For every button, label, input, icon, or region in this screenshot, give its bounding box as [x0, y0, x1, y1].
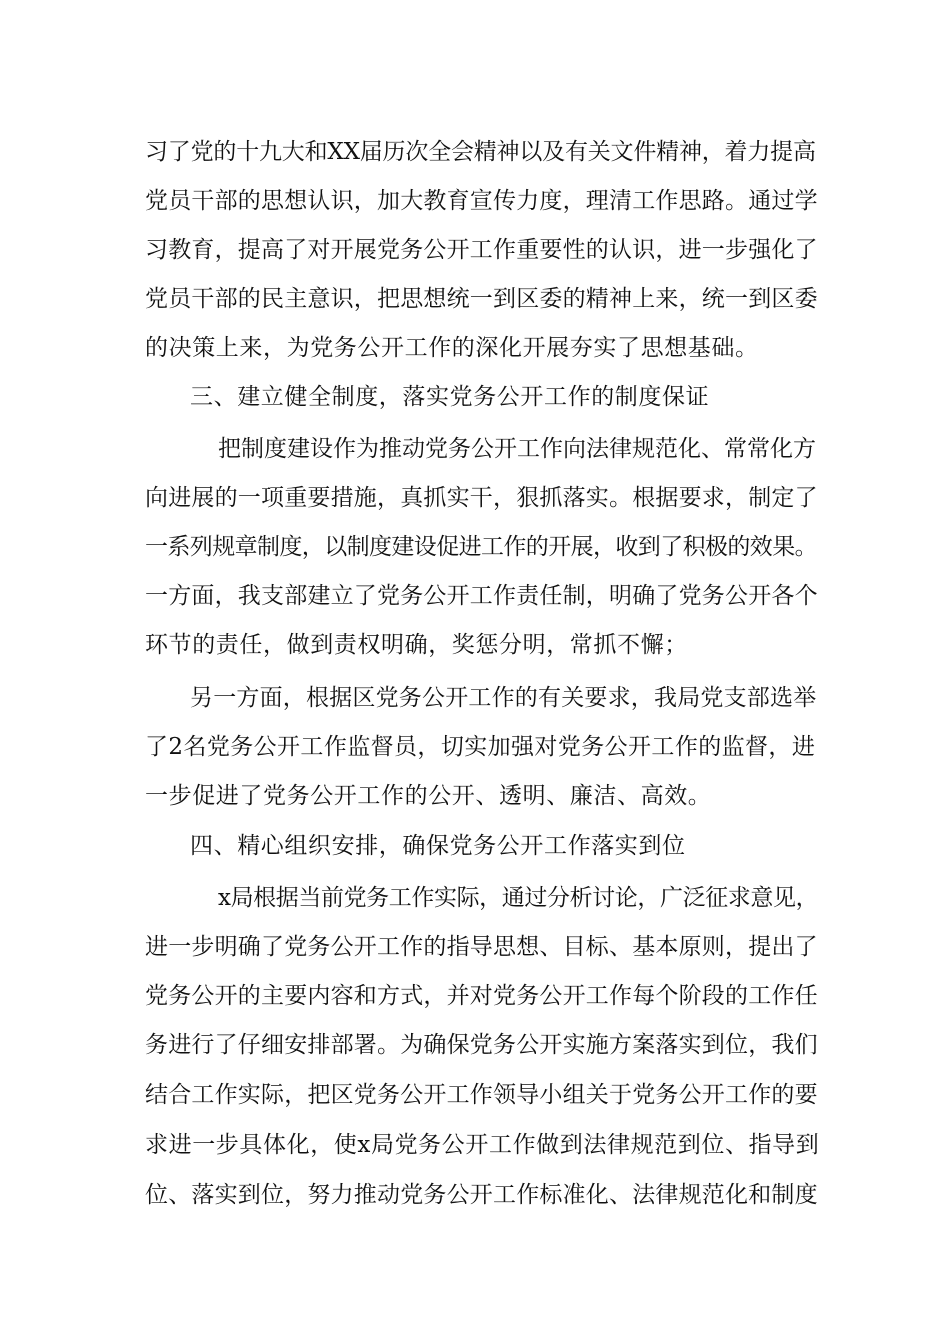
text-line: 习了党的十九大和XX届历次全会精神以及有关文件精神，着力提高 [145, 139, 816, 165]
text-line: 位、落实到位，努力推动党务公开工作标准化、法律规范化和制度 [145, 1182, 818, 1208]
text-line: 党员干部的思想认识，加大教育宣传力度，理清工作思路。通过学 [145, 188, 818, 214]
text-line: 的决策上来，为党务公开工作的深化开展夯实了思想基础。 [145, 335, 759, 361]
text-line: 党员干部的民主意识，把思想统一到区委的精神上来，统一到区委 [145, 286, 818, 312]
text-line: 务进行了仔细安排部署。为确保党务公开实施方案落实到位，我们 [145, 1032, 818, 1058]
text-line: x局根据当前党务工作实际，通过分析讨论，广泛征求意见， [218, 885, 819, 911]
text-line: 一方面，我支部建立了党务公开工作责任制，明确了党务公开各个 [145, 583, 818, 609]
text-line: 环节的责任，做到责权明确，奖惩分明，常抓不懈； [145, 632, 688, 658]
text-line: 了2名党务公开工作监督员，切实加强对党务公开工作的监督，进 [145, 734, 816, 760]
text-line: 把制度建设作为推动党务公开工作向法律规范化、常常化方 [218, 436, 816, 462]
text-line: 另一方面，根据区党务公开工作的有关要求，我局党支部选举 [190, 685, 817, 711]
text-line: 一步促进了党务公开工作的公开、透明、廉洁、高效。 [145, 783, 712, 809]
text-line: 向进展的一项重要措施，真抓实干，狠抓落实。根据要求，制定了 [145, 485, 818, 511]
text-line: 进一步明确了党务公开工作的指导思想、目标、基本原则，提出了 [145, 934, 818, 960]
section-heading-3: 三、建立健全制度，落实党务公开工作的制度保证 [190, 384, 710, 410]
text-line: 求进一步具体化，使x局党务公开工作做到法律规范到位、指导到 [145, 1132, 820, 1158]
text-line: 一系列规章制度，以制度建设促进工作的开展，收到了积极的效果。 [145, 534, 818, 560]
text-line: 结合工作实际，把区党务公开工作领导小组关于党务公开工作的要 [145, 1082, 818, 1108]
text-line: 习教育，提高了对开展党务公开工作重要性的认识，进一步强化了 [145, 237, 818, 263]
section-heading-4: 四、精心组织安排，确保党务公开工作落实到位 [190, 833, 686, 859]
text-line: 党务公开的主要内容和方式，并对党务公开工作每个阶段的工作任 [145, 983, 818, 1009]
